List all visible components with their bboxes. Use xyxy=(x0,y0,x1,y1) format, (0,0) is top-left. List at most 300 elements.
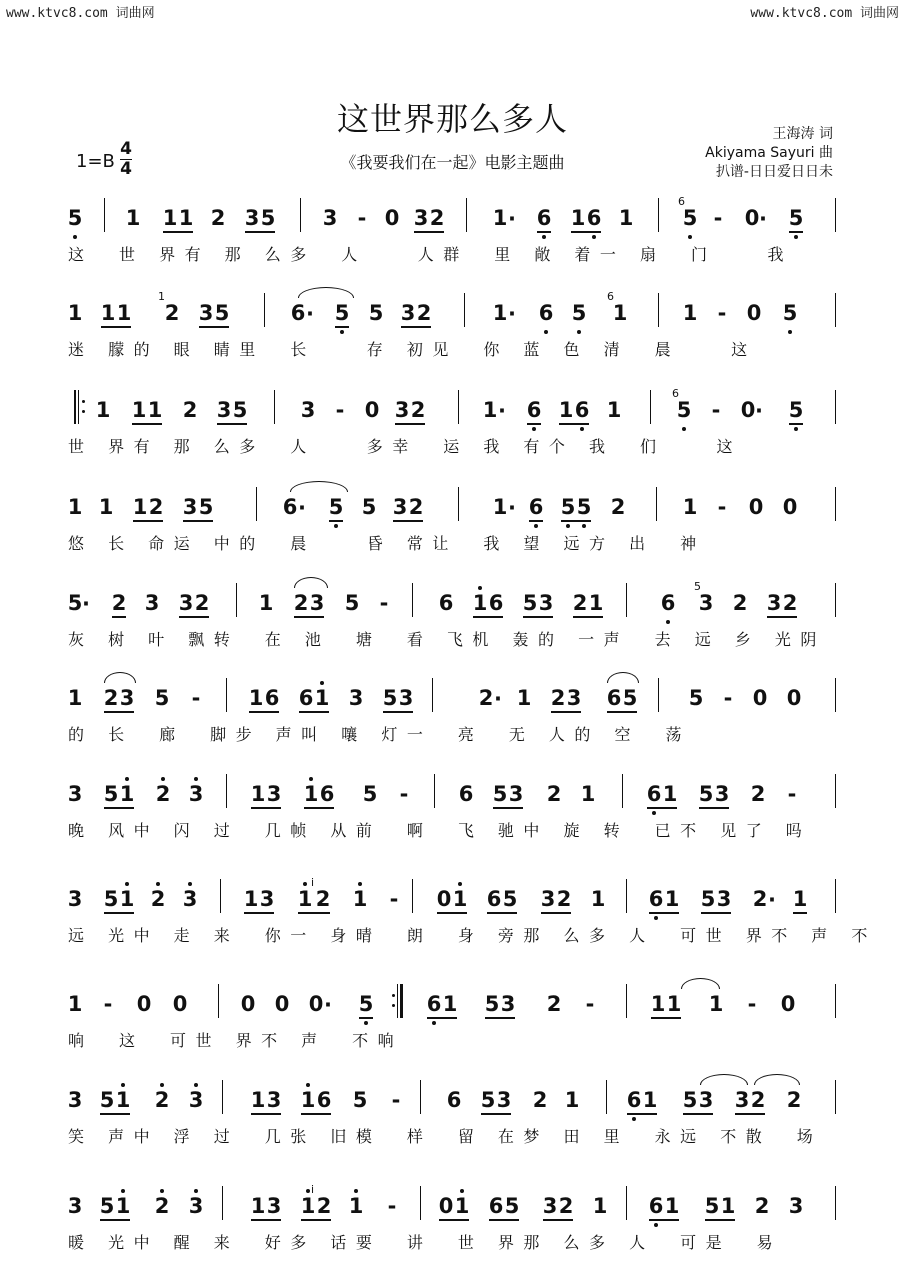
barline xyxy=(835,487,836,521)
underline-beam xyxy=(485,1017,515,1019)
low-octave-dot xyxy=(592,235,596,239)
underline-beam xyxy=(183,520,213,522)
high-octave-dot xyxy=(188,882,192,886)
note: 1 xyxy=(115,1194,131,1218)
barline xyxy=(626,1186,627,1220)
lyric-text: 世 界有 那 么多 人 多幸 运 我 有个 我 们 这 xyxy=(68,437,743,456)
note: 5 xyxy=(382,686,398,710)
barline xyxy=(464,293,465,327)
underline-beam xyxy=(427,1017,457,1019)
note: 5 xyxy=(358,992,374,1016)
note: - xyxy=(723,686,733,710)
note: 1 xyxy=(115,1088,131,1112)
note: 0 xyxy=(438,1194,454,1218)
underline-beam xyxy=(251,1219,281,1221)
low-octave-dot xyxy=(364,1021,368,1025)
dotted-note: · xyxy=(759,207,767,231)
lyric-text: 笑 声中 浮 过 几张 旧模 样 留 在梦 田 里 永远 不散 场 xyxy=(68,1127,823,1146)
note: 0 xyxy=(746,301,762,325)
note: 3 xyxy=(188,1194,204,1218)
note: 2 xyxy=(210,206,226,230)
underline-beam xyxy=(414,231,444,233)
barline xyxy=(420,1080,421,1114)
note: 1 xyxy=(454,1194,470,1218)
lyric-row xyxy=(0,818,905,842)
underline-beam xyxy=(529,520,543,522)
lyricist-credit: 王海涛 词 xyxy=(772,126,833,142)
note: 5 xyxy=(682,206,698,230)
underline-beam xyxy=(329,520,343,522)
barline xyxy=(104,198,105,232)
underline-beam xyxy=(251,1113,281,1115)
note: 5 xyxy=(99,1194,115,1218)
note: 3 xyxy=(309,591,325,615)
note: 3 xyxy=(188,1088,204,1112)
note: 3 xyxy=(67,782,83,806)
lyric-text: 远 光中 走 来 你一 身晴 朗 身 旁那 么多 人 可世 界不 声 不 xyxy=(68,926,877,945)
dotted-note: · xyxy=(324,993,332,1017)
underline-beam xyxy=(793,912,807,914)
low-octave-dot xyxy=(688,235,692,239)
low-octave-dot xyxy=(542,235,546,239)
low-octave-dot xyxy=(654,916,658,920)
lyric-text: 这 世 界有 那 么多 人 人群 里 敞 着一 扇 门 我 xyxy=(68,245,794,264)
note: 5 xyxy=(368,301,384,325)
underline-beam xyxy=(647,807,677,809)
grace-note: 6 xyxy=(672,387,679,400)
note: - xyxy=(399,782,409,806)
note: 0 xyxy=(274,992,290,1016)
note: 3 xyxy=(496,1088,512,1112)
note: 3 xyxy=(198,301,214,325)
underline-beam xyxy=(335,326,349,328)
note: 1 xyxy=(664,1194,680,1218)
note: 1 xyxy=(314,686,330,710)
note: 5 xyxy=(522,591,538,615)
note: 1 xyxy=(588,591,604,615)
repeat-end xyxy=(392,984,402,1018)
barline xyxy=(226,774,227,808)
notation-row xyxy=(0,195,905,248)
note: 1 xyxy=(482,398,498,422)
note: 3 xyxy=(188,782,204,806)
note: 2 xyxy=(416,301,432,325)
note: 5 xyxy=(480,1088,496,1112)
high-octave-dot xyxy=(320,681,324,685)
underline-beam xyxy=(551,711,581,713)
note: 6 xyxy=(648,1194,664,1218)
note: 2 xyxy=(154,1194,170,1218)
low-octave-dot xyxy=(73,235,77,239)
note: 3 xyxy=(788,1194,804,1218)
note: 1 xyxy=(258,591,274,615)
slur xyxy=(607,672,639,683)
low-octave-dot xyxy=(682,427,686,431)
note: 3 xyxy=(698,591,714,615)
note: 1 xyxy=(720,1194,736,1218)
underline-beam xyxy=(627,1113,657,1115)
dotted-note: · xyxy=(768,888,776,912)
note: 6 xyxy=(264,686,280,710)
note: 5 xyxy=(99,1088,115,1112)
notation-row xyxy=(0,984,905,1034)
underline-beam xyxy=(543,1219,573,1221)
note: 2 xyxy=(194,591,210,615)
dotted-note: · xyxy=(508,207,516,231)
underline-beam xyxy=(481,1113,511,1115)
barline xyxy=(458,487,459,521)
note: 5 xyxy=(492,782,508,806)
underline-beam xyxy=(649,1219,679,1221)
note: - xyxy=(787,782,797,806)
low-octave-dot xyxy=(794,235,798,239)
note: 3 xyxy=(67,1088,83,1112)
low-octave-dot xyxy=(577,330,581,334)
underline-beam xyxy=(527,423,541,425)
underline-beam xyxy=(359,1017,373,1019)
note: 6 xyxy=(526,398,542,422)
dotted-note: · xyxy=(508,496,516,520)
slur xyxy=(700,1074,748,1085)
notation-row xyxy=(0,290,905,343)
grace-note: 6 xyxy=(678,195,685,208)
note: 1 xyxy=(708,992,724,1016)
low-octave-dot xyxy=(652,811,656,815)
note: - xyxy=(711,398,721,422)
note: 2 xyxy=(546,992,562,1016)
notation-row xyxy=(0,487,905,537)
high-octave-dot xyxy=(121,1083,125,1087)
barline xyxy=(256,487,257,521)
note: 6 xyxy=(486,887,502,911)
note: 6 xyxy=(586,206,602,230)
note: 1 xyxy=(592,1194,608,1218)
barline xyxy=(434,774,435,808)
note: 1 xyxy=(618,206,634,230)
lyric-row xyxy=(0,1028,905,1052)
note: 1 xyxy=(352,887,368,911)
underline-beam xyxy=(789,423,803,425)
note: 5 xyxy=(334,301,350,325)
transcriber-credit: 扒谱-日日爱日日未 xyxy=(715,164,833,180)
note: 5 xyxy=(682,1088,698,1112)
note: 3 xyxy=(714,782,730,806)
note: 1 xyxy=(348,1194,364,1218)
note: 5 xyxy=(504,1194,520,1218)
note: 2 xyxy=(786,1088,802,1112)
note: 5 xyxy=(328,495,344,519)
note: - xyxy=(335,398,345,422)
note: 6 xyxy=(648,887,664,911)
note: 2 xyxy=(154,1088,170,1112)
barline xyxy=(626,984,627,1018)
underline-beam xyxy=(489,1219,519,1221)
low-octave-dot xyxy=(566,524,570,528)
dotted-note: · xyxy=(755,399,763,423)
barline xyxy=(226,678,227,712)
note: 5 xyxy=(198,495,214,519)
low-octave-dot xyxy=(580,427,584,431)
song-subtitle: 《我要我们在一起》电影主题曲 xyxy=(340,153,565,172)
barline xyxy=(420,1186,421,1220)
note: 3 xyxy=(392,495,408,519)
note: 1 xyxy=(300,1194,316,1218)
note: 2 xyxy=(610,495,626,519)
note: 1 xyxy=(297,887,313,911)
note: 2 xyxy=(182,398,198,422)
note: 2 xyxy=(550,686,566,710)
note: 0 xyxy=(240,992,256,1016)
slur xyxy=(754,1074,800,1085)
notation-row xyxy=(0,1183,905,1236)
low-octave-dot xyxy=(794,427,798,431)
note: 3 xyxy=(259,887,275,911)
underline-beam xyxy=(683,1113,713,1115)
note: 1 xyxy=(147,398,163,422)
note: 1 xyxy=(100,301,116,325)
note: - xyxy=(357,206,367,230)
barline xyxy=(835,293,836,327)
lyric-text: 迷 朦的 眼 睛里 长 存 初见 你 蓝 色 清 晨 这 xyxy=(68,340,757,359)
note: 3 xyxy=(182,887,198,911)
note: 6 xyxy=(488,1194,504,1218)
note: 1 xyxy=(250,1194,266,1218)
note: 1 xyxy=(303,782,319,806)
low-octave-dot xyxy=(544,330,548,334)
lyric-text: 暖 光中 醒 来 好多 话要 讲 世 界那 么多 人 可是 易 xyxy=(68,1233,783,1252)
underline-beam xyxy=(699,807,729,809)
lyric-row xyxy=(0,627,905,651)
note: 2 xyxy=(155,782,171,806)
note: 1 xyxy=(248,686,264,710)
barline xyxy=(835,879,836,913)
note: 1 xyxy=(606,398,622,422)
barline xyxy=(835,1080,836,1114)
note: 5 xyxy=(788,398,804,422)
slur xyxy=(294,577,328,588)
high-octave-dot xyxy=(303,882,307,886)
barline xyxy=(835,774,836,808)
note: 1 xyxy=(516,686,532,710)
note: 5 xyxy=(214,301,230,325)
note: 3 xyxy=(508,782,524,806)
note: - xyxy=(389,887,399,911)
note: 6 xyxy=(446,1088,462,1112)
note: 6 xyxy=(538,301,554,325)
note: 1 xyxy=(442,992,458,1016)
note: 5 xyxy=(782,301,798,325)
notation-row xyxy=(0,1080,905,1130)
notation-row xyxy=(0,678,905,728)
note: - xyxy=(585,992,595,1016)
note: 6 xyxy=(574,398,590,422)
note: 5 xyxy=(484,992,500,1016)
note: 1 xyxy=(642,1088,658,1112)
note: 5 xyxy=(622,686,638,710)
note: 3 xyxy=(144,591,160,615)
underline-beam xyxy=(393,520,423,522)
high-octave-dot xyxy=(161,777,165,781)
barline xyxy=(622,774,623,808)
note: 3 xyxy=(322,206,338,230)
underline-beam xyxy=(104,807,134,809)
note: 1 xyxy=(243,887,259,911)
note: 1 xyxy=(131,398,147,422)
high-octave-dot xyxy=(306,1189,310,1193)
low-octave-dot xyxy=(632,1117,636,1121)
note: 1 xyxy=(650,992,666,1016)
low-octave-dot xyxy=(334,524,338,528)
note: 3 xyxy=(182,495,198,519)
barline xyxy=(300,198,301,232)
underline-beam xyxy=(401,326,431,328)
dotted-note: · xyxy=(494,687,502,711)
underline-beam xyxy=(133,520,163,522)
underline-beam xyxy=(251,807,281,809)
slur xyxy=(681,978,720,989)
underline-beam xyxy=(487,912,517,914)
note: 1 xyxy=(95,398,111,422)
note: 3 xyxy=(266,1194,282,1218)
note: - xyxy=(387,1194,397,1218)
underline-beam xyxy=(199,326,229,328)
note: - xyxy=(379,591,389,615)
note: 1 xyxy=(792,887,808,911)
note: 0 xyxy=(364,398,380,422)
underline-beam xyxy=(249,711,279,713)
note: 6 xyxy=(426,992,442,1016)
underline-beam xyxy=(298,912,330,914)
underline-beam xyxy=(541,912,571,914)
high-octave-dot xyxy=(160,1083,164,1087)
note: 5 xyxy=(232,398,248,422)
high-octave-dot xyxy=(194,777,198,781)
note: - xyxy=(717,495,727,519)
note: 1 xyxy=(580,782,596,806)
underline-beam xyxy=(294,616,324,618)
key-signature: 1=B xyxy=(76,151,115,172)
grace-note: 1 xyxy=(158,290,165,303)
high-octave-dot xyxy=(125,777,129,781)
note: 1 xyxy=(472,591,488,615)
note: 3 xyxy=(500,992,516,1016)
barline xyxy=(835,1186,836,1220)
lyric-row xyxy=(0,722,905,746)
high-octave-dot xyxy=(306,1083,310,1087)
note: 1 xyxy=(250,1088,266,1112)
underline-beam xyxy=(573,616,603,618)
note: - xyxy=(717,301,727,325)
underline-beam xyxy=(537,231,551,233)
note: 6 xyxy=(282,495,298,519)
note: 2 xyxy=(750,1088,766,1112)
underline-beam xyxy=(132,423,162,425)
note: 3 xyxy=(538,591,554,615)
composer-credit: Akiyama Sayuri 曲 xyxy=(705,145,833,161)
grace-note: 5 xyxy=(694,580,701,593)
barline xyxy=(658,198,659,232)
high-octave-dot xyxy=(160,1189,164,1193)
barline xyxy=(835,678,836,712)
underline-beam xyxy=(112,616,126,618)
note: 1 xyxy=(564,1088,580,1112)
underline-beam xyxy=(705,1219,735,1221)
note: - xyxy=(103,992,113,1016)
lyric-text: 灰 树 叶 飘转 在 池 塘 看 飞机 轰的 一声 去 远 乡 光阴 xyxy=(68,630,826,649)
note: 1 xyxy=(162,206,178,230)
underline-beam xyxy=(217,423,247,425)
note: - xyxy=(191,686,201,710)
lyric-text: 晚 风中 闪 过 几帧 从前 啊 飞 驰中 旋 转 已不 见了 吗 xyxy=(68,821,812,840)
lyric-row xyxy=(0,531,905,555)
underline-beam xyxy=(561,520,591,522)
barline xyxy=(656,487,657,521)
barline xyxy=(835,390,836,424)
note: - xyxy=(391,1088,401,1112)
note: 5 xyxy=(362,782,378,806)
note: 2 xyxy=(410,398,426,422)
high-octave-dot xyxy=(358,882,362,886)
high-octave-dot xyxy=(478,586,482,590)
note: 1 xyxy=(119,887,135,911)
underline-beam xyxy=(304,807,334,809)
note: 0 xyxy=(172,992,188,1016)
lyric-row xyxy=(0,1124,905,1148)
time-signature xyxy=(120,140,132,179)
barline xyxy=(274,390,275,424)
underline-beam xyxy=(523,616,553,618)
note: 3 xyxy=(266,1088,282,1112)
note: 5 xyxy=(571,301,587,325)
barline xyxy=(458,390,459,424)
lyric-text: 的 长 廊 脚步 声叫 嚷 灯一 亮 无 人的 空 荡 xyxy=(68,725,692,744)
underline-beam xyxy=(789,231,803,233)
note: 3 xyxy=(244,206,260,230)
note: 5 xyxy=(361,495,377,519)
note: 2 xyxy=(546,782,562,806)
note: 2 xyxy=(782,591,798,615)
barline xyxy=(236,583,237,617)
note: 3 xyxy=(698,1088,714,1112)
note: 1 xyxy=(67,686,83,710)
note: 3 xyxy=(398,686,414,710)
underline-beam xyxy=(571,231,601,233)
note: 3 xyxy=(566,686,582,710)
note: 2 xyxy=(556,887,572,911)
note: 3 xyxy=(734,1088,750,1112)
slur xyxy=(290,481,348,492)
high-octave-dot xyxy=(309,777,313,781)
note: 6 xyxy=(536,206,552,230)
note: 5 xyxy=(344,591,360,615)
note: 5 xyxy=(67,591,83,615)
underline-beam xyxy=(301,1219,331,1221)
note: 6 xyxy=(319,782,335,806)
note: - xyxy=(713,206,723,230)
barline xyxy=(412,879,413,913)
note: 5 xyxy=(560,495,576,519)
note: 1 xyxy=(590,887,606,911)
grace-note: i xyxy=(311,876,315,889)
lyric-text: 响 这 可世 界不 声 不响 xyxy=(68,1031,404,1050)
note: 2 xyxy=(164,301,180,325)
note: 3 xyxy=(540,887,556,911)
high-octave-dot xyxy=(460,1189,464,1193)
lyric-row xyxy=(0,1230,905,1254)
note: 1 xyxy=(116,301,132,325)
barline xyxy=(658,293,659,327)
note: 5 xyxy=(502,887,518,911)
